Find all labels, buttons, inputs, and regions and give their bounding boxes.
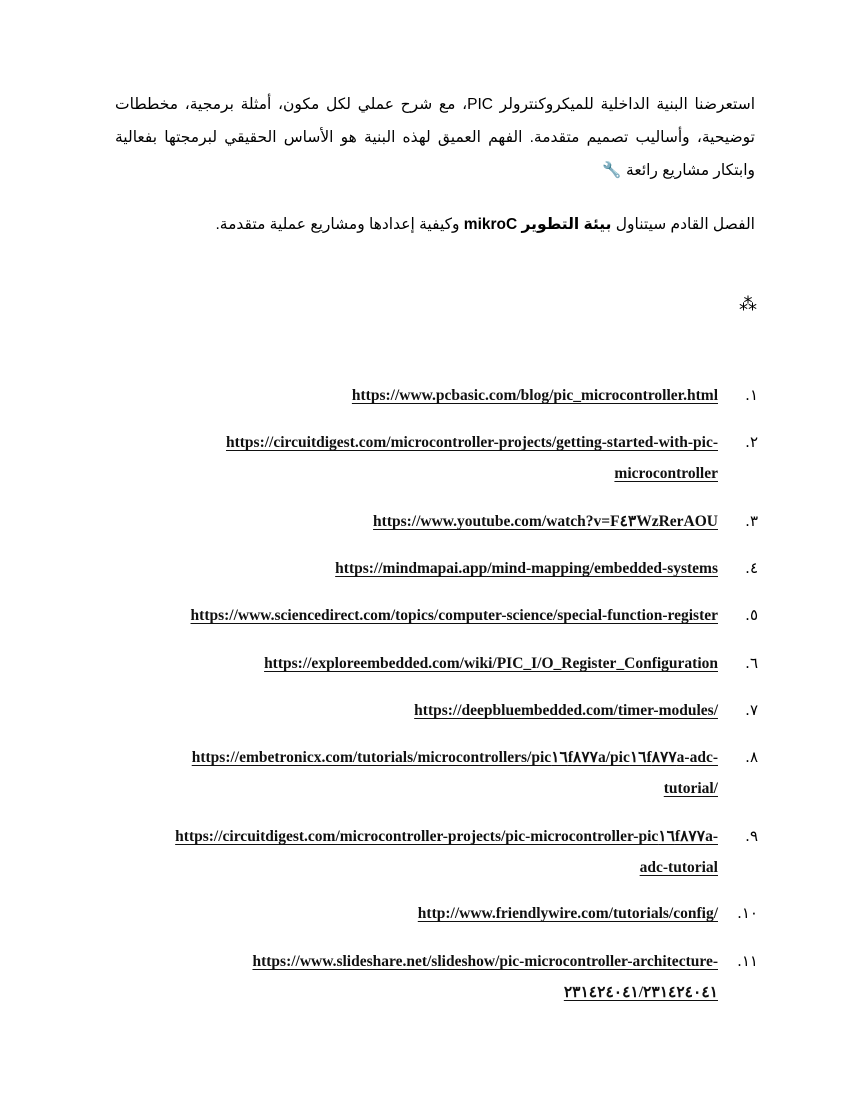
reference-link[interactable]: https://www.slideshare.net/slideshow/pic-microcontroller-architecture- bbox=[252, 953, 718, 970]
reference-number: ٤. bbox=[745, 559, 758, 577]
reference-link[interactable]: https://mindmapai.app/mind-mapping/embedded-systems bbox=[335, 560, 718, 577]
reference-number: ٨. bbox=[745, 748, 758, 766]
reference-link[interactable]: adc-tutorial bbox=[639, 859, 718, 876]
reference-item bbox=[191, 742, 758, 804]
reference-item bbox=[252, 946, 758, 1008]
reference-link[interactable]: tutorial/ bbox=[663, 780, 718, 797]
reference-item bbox=[373, 506, 758, 537]
reference-link[interactable]: https://www.youtube.com/watch?v=F٤٣WzRerAOU bbox=[373, 513, 718, 530]
reference-link[interactable]: https://www.pcbasic.com/blog/pic_microcontroller.html bbox=[351, 387, 718, 404]
reference-number: ٢. bbox=[745, 433, 758, 451]
reference-number: ٥. bbox=[745, 606, 758, 624]
reference-number: ٣. bbox=[745, 512, 758, 530]
reference-item bbox=[225, 427, 758, 489]
section-separator: ⁂ bbox=[739, 294, 754, 315]
reference-link[interactable]: https://circuitdigest.com/microcontroller-projects/getting-started-with-pic- bbox=[225, 434, 718, 451]
reference-link[interactable]: https://www.sciencedirect.com/topics/computer-science/special-function-register bbox=[190, 607, 718, 624]
reference-link[interactable]: ٢٣١٤٢٤٠٤١/٢٣١٤٢٤٠٤١ bbox=[563, 984, 718, 1001]
reference-link[interactable]: https://deepbluembedded.com/timer-modules/ bbox=[414, 702, 718, 719]
reference-number: ٦. bbox=[745, 654, 758, 672]
reference-item bbox=[414, 695, 758, 726]
reference-number: ٧. bbox=[745, 701, 758, 719]
reference-item bbox=[335, 553, 758, 584]
reference-link[interactable]: https://exploreembedded.com/wiki/PIC_I/O_Register_Configuration bbox=[264, 655, 718, 672]
next-chapter-text-end: وكيفية إعدادها ومشاريع عملية متقدمة. bbox=[215, 216, 464, 233]
reference-link[interactable]: https://embetronicx.com/tutorials/microcontrollers/pic١٦f٨٧٧a/pic١٦f٨٧٧a-adc- bbox=[191, 749, 718, 766]
reference-item bbox=[175, 821, 758, 883]
reference-number: ١٠. bbox=[737, 904, 758, 922]
reference-link[interactable]: microcontroller bbox=[614, 465, 718, 482]
next-chapter-text-start: الفصل القادم سيتناول bbox=[611, 216, 755, 233]
reference-number: ١١. bbox=[737, 952, 758, 970]
reference-item bbox=[190, 600, 758, 631]
reference-link[interactable]: http://www.friendlywire.com/tutorials/config/ bbox=[417, 905, 718, 922]
reference-item bbox=[351, 380, 758, 411]
reference-item bbox=[264, 648, 758, 679]
reference-link[interactable]: https://circuitdigest.com/microcontroller-projects/pic-microcontroller-pic١٦f٨٧٧a- bbox=[175, 828, 718, 845]
reference-number: ٩. bbox=[745, 827, 758, 845]
reference-number: ١. bbox=[745, 386, 758, 404]
reference-item bbox=[417, 898, 758, 929]
mikroc-bold-text: بيئة التطوير mikroC bbox=[463, 216, 612, 233]
summary-paragraph: استعرضنا البنية الداخلية للميكروكنترولر PIC، مع شرح عملي لكل مكون، أمثلة برمجية، مخططات توضيحية، وأساليب تصميم متقدمة. الفهم العميق لهذه البنية هو الأساس الحقيقي لبرمجتها بفعالية وابتكار مشاريع رائعة 🔧 bbox=[115, 96, 756, 179]
